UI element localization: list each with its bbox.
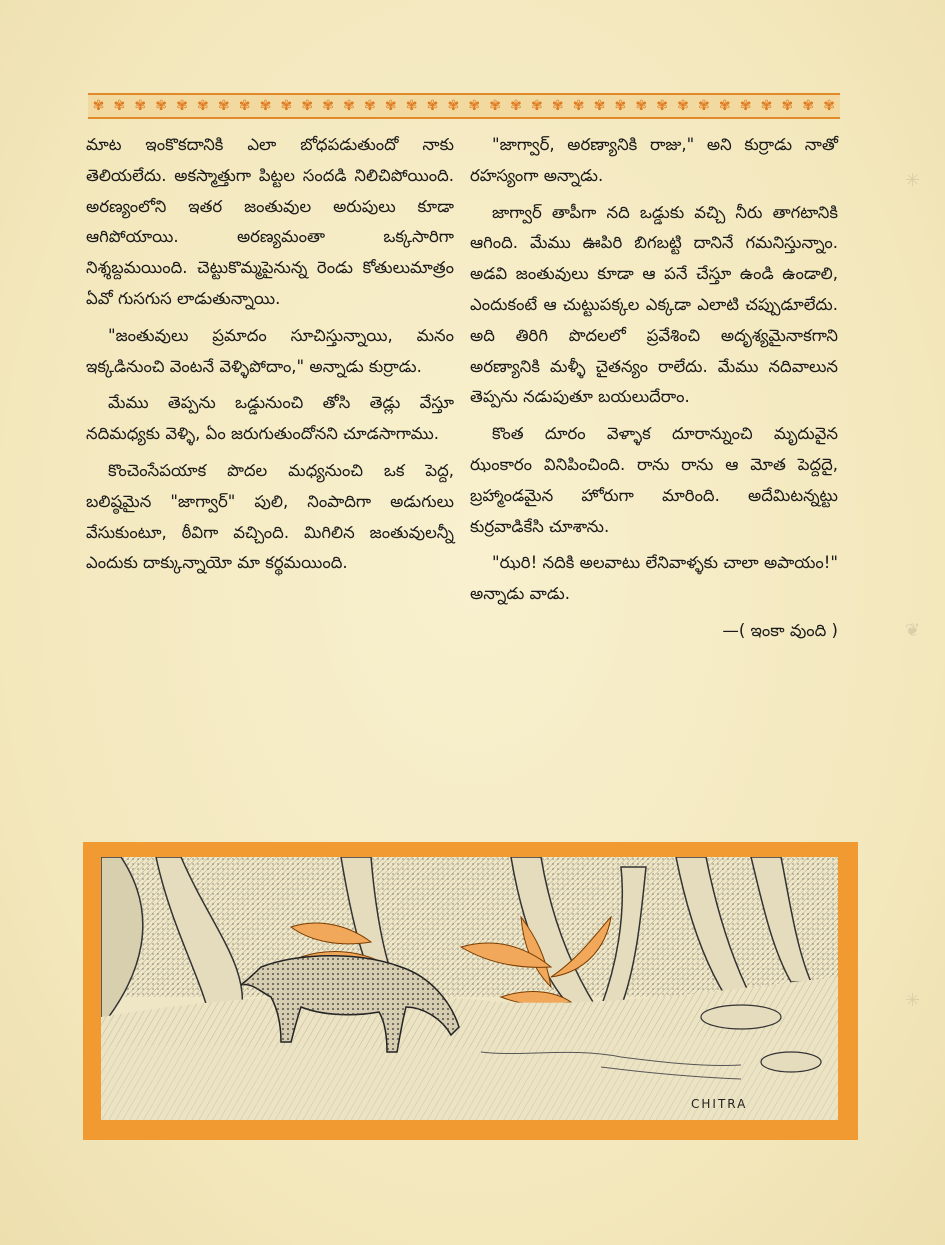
continued-note: —( ఇంకా వుంది ) [722,620,838,640]
ornament-icon: ✾ [635,98,648,114]
ornament-icon: ✾ [781,98,794,114]
paragraph: మేము తెప్పను ఒడ్డునుంచి తోసి తెడ్లు వేస్తూ నదిమధ్యకు వెళ్ళి, ఏం జరుగుతుందోనని చూడసాగాము. [86,393,454,444]
ornament-icon: ✾ [823,98,835,114]
ornament-icon: ✾ [447,98,460,114]
ornament-icon: ✾ [217,98,230,114]
ornament-icon: ✾ [489,98,501,114]
ornament-icon: ✾ [593,98,606,114]
left-text-column [86,130,454,585]
ornament-icon: ✾ [322,98,334,114]
ornament-icon: ✾ [426,98,439,114]
ornament-icon: ✾ [530,98,543,114]
ornament-icon: ✾ [196,98,209,114]
paragraph: కొంత దూరం వెళ్ళాక దూరాన్నుంచి మృదువైన ఝంకారం వినిపించింది. రాను రాను ఆ మోత పెద్దదై, బ్రహ్మాండమైన హోరుగా మారింది. అదేమిటన్నట్టు కుర్రవాడికేసి చూశాను. [470,424,838,536]
ornament-icon: ✾ [301,98,314,114]
ornament-icon: ✾ [238,98,251,114]
paper-mark: ❦ [905,620,921,641]
ornament-icon: ✾ [468,98,481,114]
ornament-icon: ✾ [510,98,522,114]
ornament-icon: ✾ [614,98,627,114]
ornament-icon: ✾ [677,98,689,114]
ornament-icon: ✾ [343,98,355,114]
paragraph: కొంచెంసేపయాక పొదల మధ్యనుంచి ఒక పెద్ద, బలిష్ఠమైన "జాగ్వార్" పులి, నింపాదిగా అడుగులు వేసుకుంటూ, ఠీవిగా వచ్చింది. మిగిలిన జంతువులన్నీ ఎందుకు దాక్కున్నాయో మా కర్థమయింది. [86,460,454,573]
decorative-border [88,93,840,119]
jaguar-illustration [101,857,838,1120]
ornament-icon: ✾ [718,98,731,114]
paper-mark: ✳ [905,990,921,1011]
paragraph: "ఝరి! నదికి అలవాటు లేనివాళ్ళకు చాలా అపాయం!" అన్నాడు వాడు. [470,553,838,604]
ornament-icon: ✾ [802,98,815,114]
ornament-icon: ✾ [92,98,105,114]
ornament-icon: ✾ [572,98,585,114]
ornament-icon: ✾ [155,98,167,114]
paragraph: మాట ఇంకొకదానికి ఎలా బోధపడుతుందో నాకు తెలియలేదు. అకస్మాత్తుగా పిట్టల సందడి నిలిచిపోయింది. అరణ్యంలోని ఇతర జంతువుల అరుపులు కూడా ఆగిపోయాయి. అరణ్యమంతా ఒక్కసారిగా నిశ్శబ్దమయింది. చెట్టుకొమ్మపైనున్న రెండు కోతులుమాత్రం ఏవో గుసగుస లాడుతున్నాయి. [86,135,454,308]
ornament-icon: ✾ [280,98,293,114]
ornament-icon: ✾ [760,98,773,114]
illustration-frame [83,842,858,1140]
ornament-icon: ✾ [405,98,418,114]
paragraph: "జంతువులు ప్రమాదం సూచిస్తున్నాయి, మనం ఇక్కడినుంచి వెంటనే వెళ్ళిపోదాం," అన్నాడు కుర్రాడు. [86,325,454,376]
ornament-icon: ✾ [384,98,397,114]
artist-signature: CHITRA [691,1097,748,1111]
ornament-icon: ✾ [113,98,126,114]
ornament-icon: ✾ [363,98,376,114]
ornament-icon: ✾ [551,98,564,114]
ornament-icon: ✾ [134,98,147,114]
ornament-icon: ✾ [739,98,752,114]
ornament-icon: ✾ [176,98,188,114]
paragraph: "జాగ్వార్, అరణ్యానికి రాజు," అని కుర్రాడు నాతో రహస్యంగా అన్నాడు. [470,135,838,185]
ornament-icon: ✾ [656,98,668,114]
jungle-scene [101,857,838,1120]
ornament-icon: ✾ [259,98,272,114]
ornament-icon: ✾ [697,98,710,114]
right-text-column [470,130,838,647]
paper-mark: ✳ [905,170,921,191]
paragraph: జాగ్వార్ తాపీగా నది ఒడ్డుకు వచ్చి నీరు తాగటానికి ఆగింది. మేము ఊపిరి బిగబట్టి దానినే గమనిస్తున్నాం. అడవి జంతువులు కూడా ఆ పనే చేస్తూ ఉండి ఉండాలి, ఎందుకంటే ఆ చుట్టుపక్కల ఎక్కడా ఎలాటి చప్పుడూలేదు. అది తిరిగి పొదలలో ప్రవేశించి అదృశ్యమైనాకగాని అరణ్యానికి మళ్ళీ చైతన్యం రాలేదు. మేము నదివాలున తెప్పను నడుపుతూ బయలుదేరాం. [470,202,838,407]
